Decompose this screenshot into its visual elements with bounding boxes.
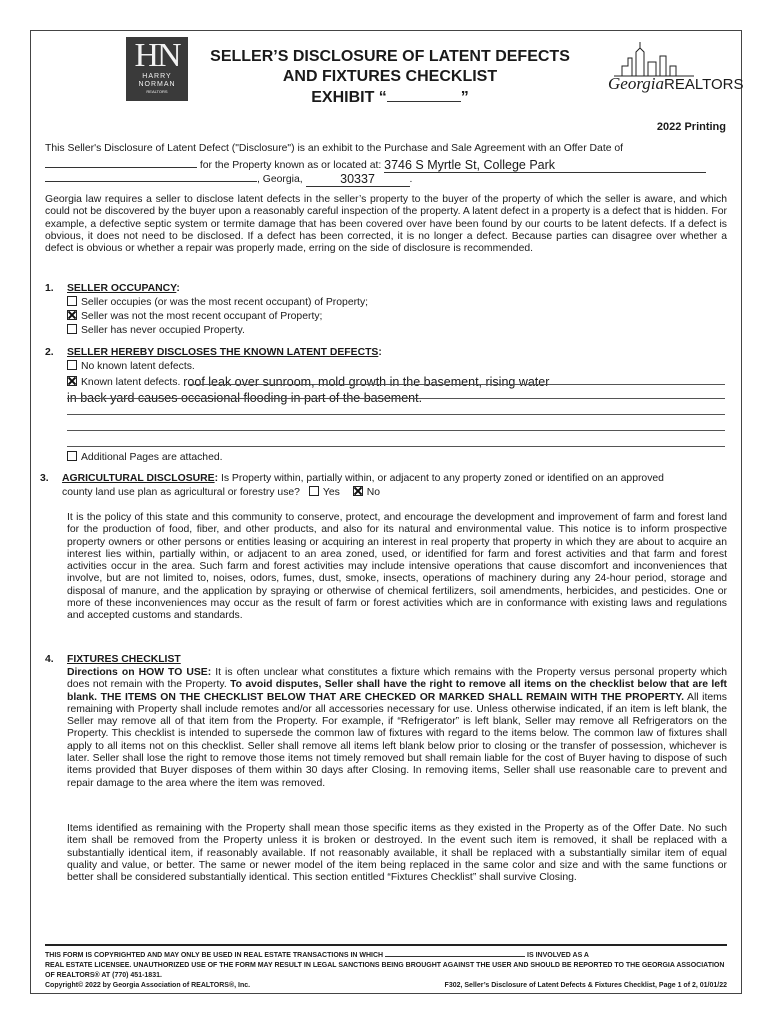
no-known-defects-label: No known latent defects. xyxy=(81,361,195,372)
offer-date-field[interactable] xyxy=(45,156,197,168)
zip-value: 30337 xyxy=(340,172,375,186)
hn-logo-sub: REALTORS xyxy=(146,89,168,94)
section-agricultural: 3. AGRICULTURAL DISCLOSURE: Is Property within, partially within, or adjacent to any property zoned or identified on an approved county land use plan as agricultural or forestry use? Yes No xyxy=(40,473,664,498)
ga-logo-realtors: REALTORS xyxy=(664,76,744,93)
occupancy-option-2-label: Seller was not the most recent occupant of Property; xyxy=(81,311,323,322)
checkbox-ag-yes[interactable] xyxy=(309,486,319,496)
intro-line3: , Georgia, 30337 . xyxy=(45,170,727,187)
ag-yes-label: Yes xyxy=(322,487,340,498)
section1-heading: SELLER OCCUPANCY xyxy=(67,283,177,294)
checkbox-additional-pages[interactable] xyxy=(67,451,77,461)
section4-number: 4. xyxy=(45,654,54,665)
checkbox-no-known-defects[interactable] xyxy=(67,360,77,370)
ga-logo-word xyxy=(608,74,744,94)
intro-property-label: for the Property known as or located at: xyxy=(199,160,382,171)
footer-line2: REAL ESTATE LICENSEE. UNAUTHORIZED USE OF THE FORM MAY RESULT IN LEGAL SANCTIONS BEING BROUGHT AGAINST THE USER AND SHOULD BE REPORTED TO THE GEORGIA ASSOCIATION OF REALTORS® AT (770) 451-1831. xyxy=(45,962,725,979)
harry-norman-logo xyxy=(126,37,188,101)
ag-policy-paragraph: It is the policy of this state and this community to conserve, protect, and encourage the development and improvement of farm and forest land for the production of food, fiber, and other products, and also for its natural and environmental value. This notice is to inform prospective property owners or other persons or entities leasing or acquiring an interest in real property that property in which they are about to acquire an interest lies within, partially within, or adjacent to an area zoned, used, or identified for farm and forest activities and that farm and forest activities occur in the area. Such farm and forest activities may include intensive operations that cause discomfort and inconveniences that involve, but are not limited to, noises, odors, fumes, dust, smoke, insects, operations of machinery during any 24-hour period, storage and disposal of manure, and the application by spraying or otherwise of chemical fertilizers, soil amendments, herbicides, and pesticides. One or more of these inconveniences may occur as the result of farm or forest activities which are in conformance with existing laws and regulations and accepted customs and standards. xyxy=(67,512,727,622)
form-title xyxy=(190,47,590,108)
section4-heading: FIXTURES CHECKLIST xyxy=(67,654,181,665)
hn-logo-name1: HARRY xyxy=(142,73,172,80)
section-latent-defects: 2. SELLER HEREBY DISCLOSES THE KNOWN LATENT DEFECTS: No known latent defects. Known latent defects. roof leak over sunroom, mold growth in the basement, rising water in back yard causes occasional flooding in part of the basement. xyxy=(45,346,727,406)
additional-pages-label: Additional Pages are attached. xyxy=(81,452,223,463)
known-defects-option[interactable] xyxy=(67,374,727,390)
section3-heading: AGRICULTURAL DISCLOSURE xyxy=(62,473,215,484)
zip-field[interactable] xyxy=(306,172,410,187)
directions-bold: To avoid disputes, Seller shall have the right to remove all items on the checklist below that are left blank. THE ITEMS ON THE CHECKLIST BELOW THAT ARE CHECKED OR MARKED SHALL REMAIN WITH THE PROPERTY. xyxy=(67,679,727,703)
section2-number: 2. xyxy=(45,347,54,358)
footer-line3 xyxy=(45,981,727,991)
defect-description-2[interactable]: in back yard causes occasional flooding in part of the basement. xyxy=(67,391,423,405)
ag-question-2: county land use plan as agricultural or forestry use? xyxy=(62,487,300,498)
defect-line-5 xyxy=(67,446,725,447)
occupancy-option-1-label: Seller occupies (or was the most recent occupant) of Property; xyxy=(81,297,369,308)
title-line1: SELLER’S DISCLOSURE OF LATENT DEFECTS xyxy=(210,48,570,65)
checkbox-known-defects[interactable] xyxy=(67,376,77,386)
occupancy-option-3[interactable] xyxy=(67,324,727,338)
known-defects-label: Known latent defects. xyxy=(81,377,181,388)
defect-line-2 xyxy=(67,398,725,399)
defect-line-4 xyxy=(67,430,725,431)
checkbox-occupancy-2[interactable] xyxy=(67,310,77,320)
ga-logo-script: Georgia xyxy=(608,74,665,93)
ag-no-label: No xyxy=(366,487,380,498)
printing-year: 2022 Printing xyxy=(656,121,726,133)
property-address-value: 3746 S Myrtle St, College Park xyxy=(384,158,556,172)
law-paragraph: Georgia law requires a seller to disclose latent defects in the seller’s property to the buyer of the property of which the seller is aware, and which could not be discovered by the buyer upon a reasonably careful inspection of the property. A latent defect in a property is a defect that is hidden. For example, a defective septic system or termite damage that has been covered over have been found by our courts to be latent defects. If a defect is obvious, it does not need to be disclosed. If a defect has been corrected, it is no longer a defect. Because parties can disagree over whether a defect is obvious or whether a repair was properly made, erring on the side of disclosure is recommended. xyxy=(45,194,727,255)
section3-number: 3. xyxy=(40,473,49,484)
title-line2: AND FIXTURES CHECKLIST xyxy=(282,68,498,85)
intro-line1: This Seller's Disclosure of Latent Defect ("Disclosure") is an exhibit to the Purchase and Sale Agreement with an Offer Date of xyxy=(45,143,624,154)
exhibit-prefix: EXHIBIT “ xyxy=(311,89,387,106)
checkbox-ag-no[interactable] xyxy=(353,486,363,496)
directions-text-2: All items remaining with Property shall include remotes and/or all accessories necessary for use. Unless otherwise indicated, if an item is left blank, the Seller may remove all of that item from the Property. For example, if “Refrigerator” is left blank, Seller may remove all Refrigerators on the Property. This checklist is intended to supersede the common law of fixtures with regard to the items below. The common law of fixtures shall apply to all items not on this checklist. Seller shall remove all items left blank below prior to closing or the transfer of possession, whichever is later. Seller shall lose the right to remove those items not timely removed but shall remain liable for the cost of Buyer having to dispose of such items provided that Buyer disposes of them within 30 days after Closing. In removing items, Seller shall use reasonable care to prevent and repair damage to the area where the item was removed. xyxy=(67,691,728,789)
exhibit-suffix: ” xyxy=(460,89,469,106)
defect-line-1 xyxy=(189,384,725,385)
hn-logo-mark: HN xyxy=(134,37,180,74)
additional-pages-option[interactable] xyxy=(67,451,223,465)
footer-form-id: F302, Seller’s Disclosure of Latent Defects & Fixtures Checklist, Page 1 of 2, 01/01/22 xyxy=(444,982,727,989)
broker-field[interactable] xyxy=(385,948,525,957)
directions-text-1: It is often unclear what constitutes a fixture which remains with the Property versus personal property which does not remain with the Property. xyxy=(67,667,728,691)
footer-line1 xyxy=(45,948,727,961)
section1-number: 1. xyxy=(45,283,54,294)
footer-line1a: THIS FORM IS COPYRIGHTED AND MAY ONLY BE USED IN REAL ESTATE TRANSACTIONS IN WHICH xyxy=(45,952,384,959)
section-fixtures xyxy=(45,653,727,667)
city-field[interactable] xyxy=(45,170,257,182)
hn-logo-name2: NORMAN xyxy=(138,81,176,88)
directions-label: Directions on HOW TO USE: xyxy=(67,667,212,678)
items-paragraph: Items identified as remaining with the Property shall mean those specific items as they existed in the Property as of the Offer Date. No such item shall be removed from the Property unless it is broken or destroyed. In the event such item is removed, it shall be replaced with a substantially identical item, if reasonably available. If not reasonably available, it shall be replaced with a substantially similar item of equal quality and value, or better. The same or newer model of the item being replaced in the same color and size and with the same functions or better shall be considered substantially identical. This section entitled “Fixtures Checklist” shall survive Closing. xyxy=(67,823,727,884)
no-known-defects-option[interactable] xyxy=(67,360,727,374)
georgia-realtors-logo xyxy=(604,40,744,102)
defect-description-1[interactable]: roof leak over sunroom, mold growth in the basement, rising water xyxy=(183,375,550,389)
occupancy-option-1[interactable] xyxy=(67,296,727,310)
occupancy-option-3-label: Seller has never occupied Property. xyxy=(81,325,245,336)
footer-line1b: IS INVOLVED AS A xyxy=(527,952,589,959)
footer-copyright: Copyright© 2022 by Georgia Association of REALTORS®, Inc. xyxy=(45,982,251,989)
intro-georgia: , Georgia, xyxy=(257,174,303,185)
occupancy-option-2[interactable] xyxy=(67,310,727,324)
checkbox-occupancy-1[interactable] xyxy=(67,296,77,306)
defect-line-3 xyxy=(67,414,725,415)
exhibit-blank[interactable] xyxy=(387,87,461,102)
ag-question-1: Is Property within, partially within, or adjacent to any property zoned or identified on an approved xyxy=(220,473,664,484)
title-line3 xyxy=(190,87,590,108)
form-footer xyxy=(45,944,727,991)
section-seller-occupancy: 1. SELLER OCCUPANCY: Seller occupies (or was the most recent occupant) of Property; Seller was not the most recent occupant of Property; Seller has never occupied Property. xyxy=(45,282,727,338)
checkbox-occupancy-3[interactable] xyxy=(67,324,77,334)
fixtures-directions xyxy=(67,667,727,790)
section2-heading: SELLER HEREBY DISCLOSES THE KNOWN LATENT DEFECTS xyxy=(67,347,379,358)
